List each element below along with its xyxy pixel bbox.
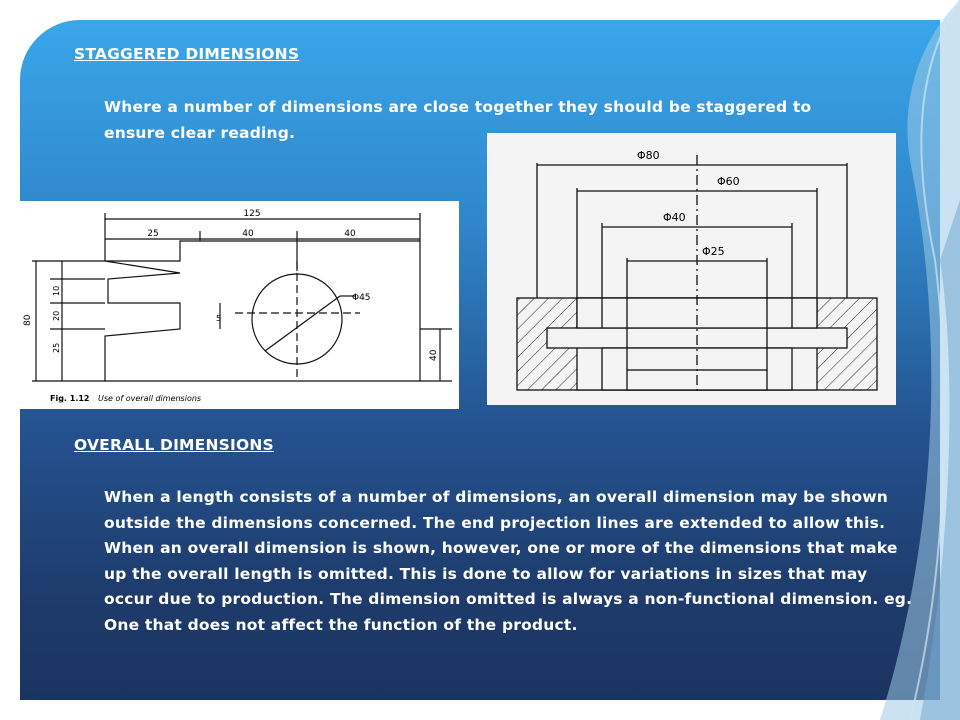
dim-40-a: 40 bbox=[242, 229, 254, 239]
overall-dimensions-heading: OVERALL DIMENSIONS bbox=[74, 436, 274, 454]
dim-25: 25 bbox=[147, 229, 159, 239]
overall-dimensions-drawing bbox=[20, 201, 459, 409]
figure-caption-text: Use of overall dimensions bbox=[98, 394, 202, 403]
staggered-dimensions-text: Where a number of dimensions are close together they should be staggered to ensure clear reading. bbox=[104, 98, 812, 142]
staggered-dimensions-figure bbox=[487, 133, 896, 405]
dim-5: 5 bbox=[216, 314, 222, 323]
staggered-dimensions-heading: STAGGERED DIMENSIONS bbox=[74, 45, 300, 63]
part-outline bbox=[105, 241, 420, 381]
dim-phi25: Φ25 bbox=[702, 245, 725, 258]
dim-phi80: Φ80 bbox=[637, 149, 660, 162]
staggered-dimensions-drawing bbox=[487, 133, 896, 405]
overall-dimensions-text: When a length consists of a number of dimensions, an overall dimension may be shown outside the dimensions concerned. The end projection lines are extended to allow this. When an overall dimension is shown, however, one or more of the dimensions that make up the overall length is omitted. This is done to allow for variations in sizes that may occur due to production. The dimension omitted is always a non-functional dimension. eg. One that does not affect the function of the product. bbox=[104, 488, 913, 634]
dim-80: 80 bbox=[23, 314, 33, 326]
dim-125: 125 bbox=[243, 209, 261, 219]
overall-dimensions-figure bbox=[20, 201, 459, 409]
dim-phi45: Φ45 bbox=[352, 293, 371, 303]
figure-caption-label: Fig. 1.12 bbox=[50, 394, 90, 403]
dim-25-vertical: 25 bbox=[52, 342, 61, 353]
dim-phi40: Φ40 bbox=[663, 211, 686, 224]
dim-20: 20 bbox=[52, 310, 61, 321]
dim-40-vertical: 40 bbox=[429, 349, 439, 361]
dim-10: 10 bbox=[52, 285, 61, 296]
dim-40-b: 40 bbox=[344, 229, 356, 239]
dim-phi60: Φ60 bbox=[717, 175, 740, 188]
